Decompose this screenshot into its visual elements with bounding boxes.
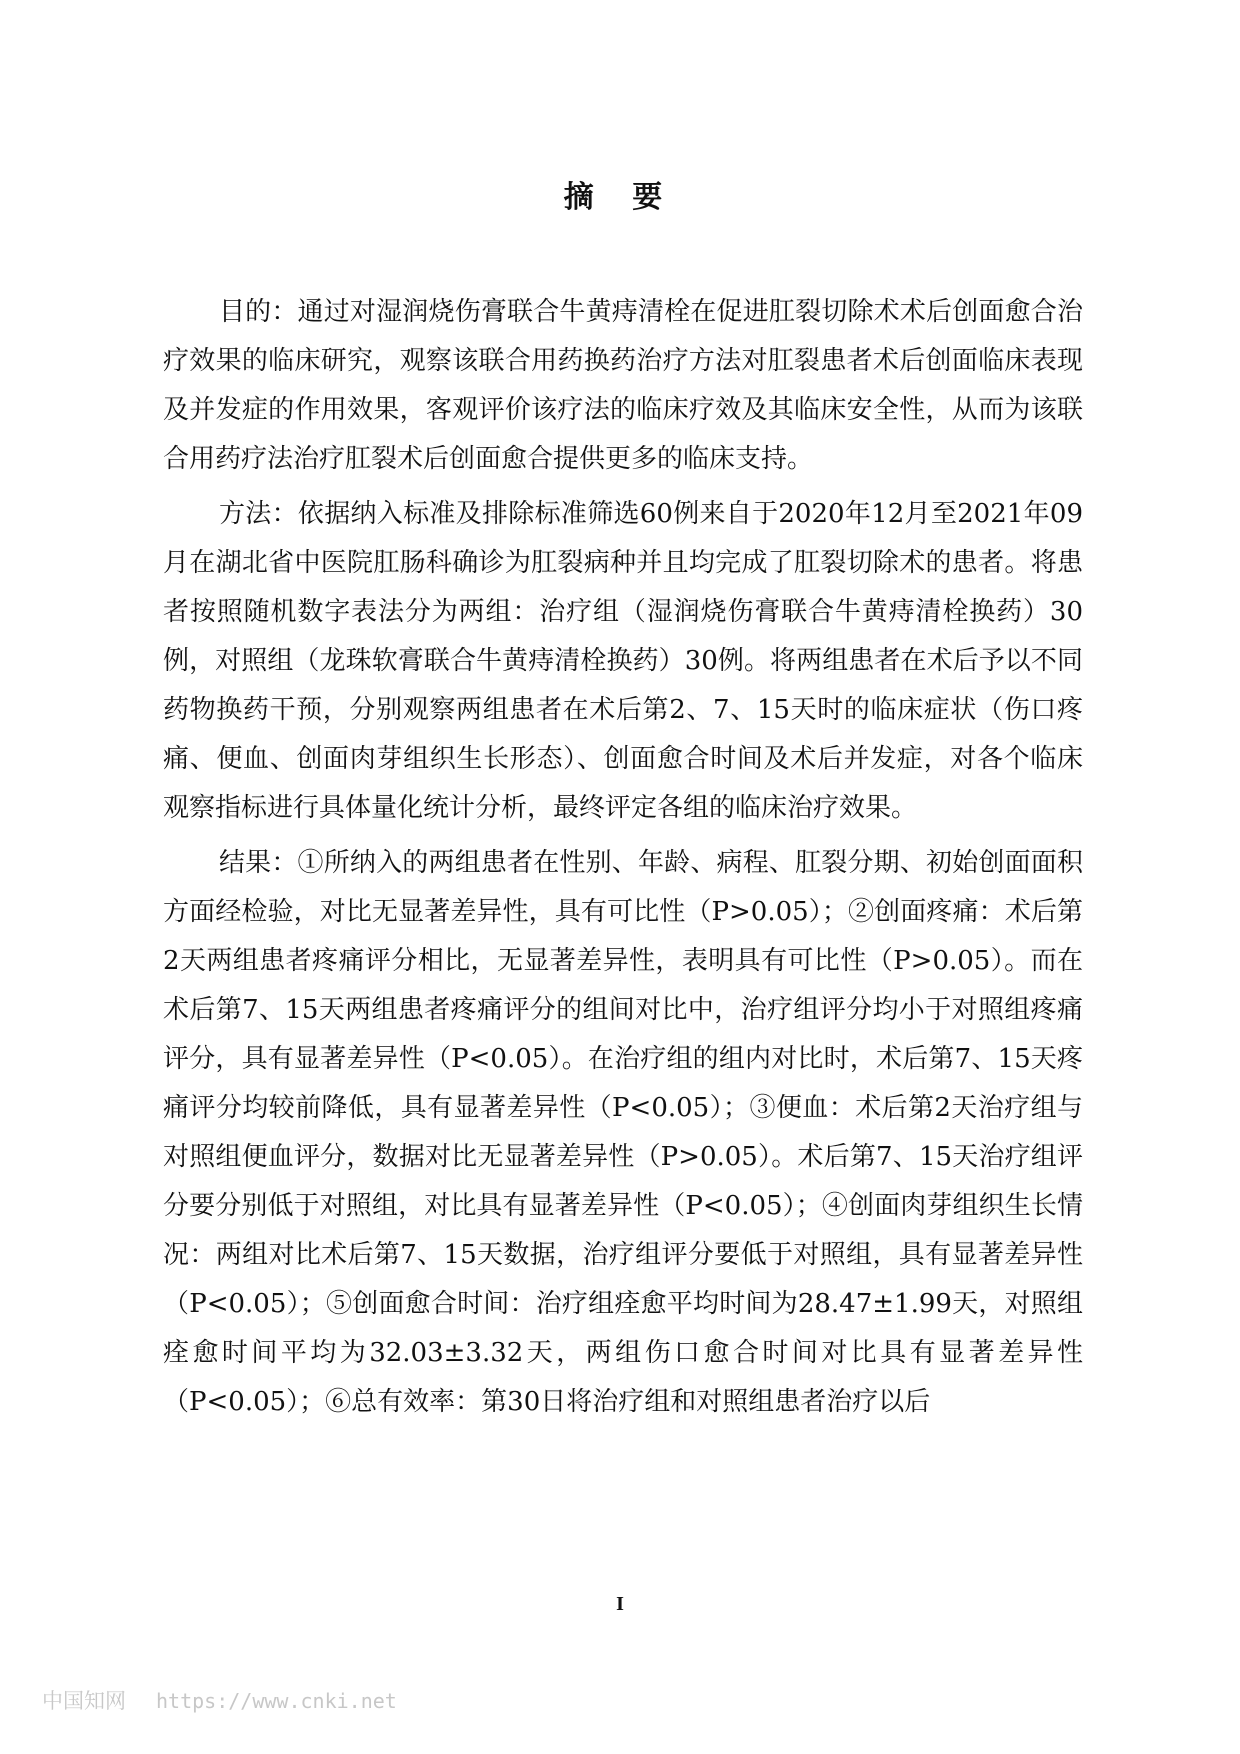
paragraph-methods: 方法：依据纳入标准及排除标准筛选60例来自于2020年12月至2021年09月在湖北省中医院肛肠科确诊为肛裂病种并且均完成了肛裂切除术的患者。将患者按照随机数字表法分为两组：治疗组（湿润烧伤膏联合牛黄痔清栓换药）30例，对照组（龙珠软膏联合牛黄痔清栓换药）30例。将两组患者在术后予以不同药物换药干预，分别观察两组患者在术后第2、7、15天时的临床症状（伤口疼痛、便血、创面肉芽组织生长形态）、创面愈合时间及术后并发症，对各个临床观察指标进行具体量化统计分析，最终评定各组的临床治疗效果。 bbox=[163, 499, 1083, 823]
abstract-body bbox=[163, 288, 1083, 1427]
page-number: I bbox=[616, 1593, 624, 1615]
paragraph-results: 结果：①所纳入的两组患者在性别、年龄、病程、肛裂分期、初始创面面积方面经检验，对比无显著差异性，具有可比性（P>0.05）；②创面疼痛：术后第2天两组患者疼痛评分相比，无显著差异性，表明具有可比性（P>0.05）。而在术后第7、15天两组患者疼痛评分的组间对比中，治疗组评分均小于对照组疼痛评分，具有显著差异性（P<0.05）。在治疗组的组内对比时，术后第7、15天疼痛评分均较前降低，具有显著差异性（P<0.05）；③便血：术后第2天治疗组与对照组便血评分，数据对比无显著差异性（P>0.05）。术后第7、15天治疗组评分要分别低于对照组，对比具有显著差异性（P<0.05）；④创面肉芽组织生长情况：两组对比术后第7、15天数据，治疗组评分要低于对照组，具有显著差异性（P<0.05）；⑤创面愈合时间：治疗组痊愈平均时间为28.47±1.99天，对照组痊愈时间平均为32.03±3.32天，两组伤口愈合时间对比具有显著差异性（P<0.05）；⑥总有效率：第30日将治疗组和对照组患者治疗以后 bbox=[163, 848, 1083, 1417]
paragraph-objective: 目的：通过对湿润烧伤膏联合牛黄痔清栓在促进肛裂切除术术后创面愈合治疗效果的临床研究，观察该联合用药换药治疗方法对肛裂患者术后创面临床表现及并发症的作用效果，客观评价该疗法的临床疗效及其临床安全性，从而为该联合用药疗法治疗肛裂术后创面愈合提供更多的临床支持。 bbox=[163, 297, 1083, 474]
watermark-footer bbox=[42, 1685, 397, 1715]
page-title: 摘 要 bbox=[563, 180, 677, 215]
watermark-site: 中国知网 bbox=[42, 1689, 126, 1713]
watermark-url: https://www.cnki.net bbox=[156, 1689, 397, 1713]
